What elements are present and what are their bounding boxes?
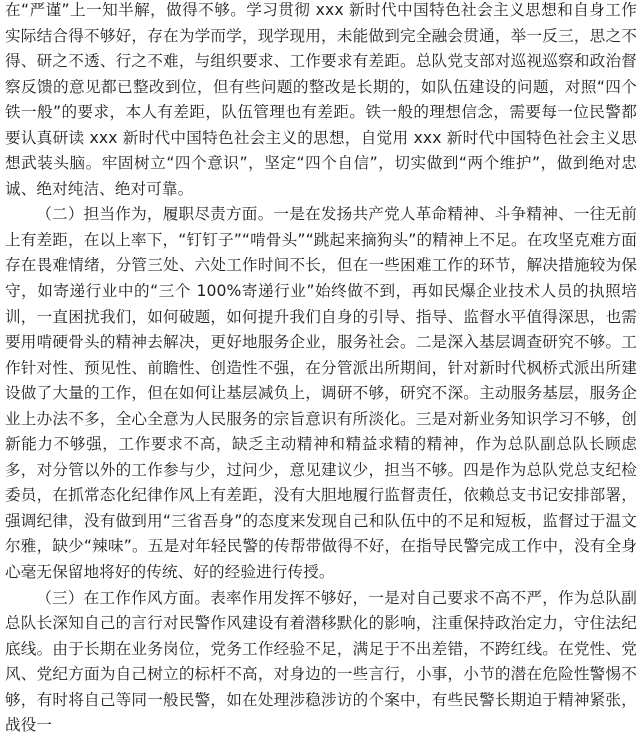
paragraph-work-style: （三）在工作作风方面。表率作用发挥不够好，一是对自己要求不高不严，作为总队副总队长深知自己的言行对民警作风建设有着潜移默化的影响，注重保持政治定力，守住法纪底线。由于长期在业务岗位，党务工作经验不足，满足于不出差错，不跨红线。在党性、党风、党纪方面为自己树立的标杆不高，对身边的一些言行，小事，小节的潜在危险性警惕不够，有时将自己等同一般民警，如在处理涉稳涉访的个案中，有些民警长期迫于精神紧张，战役一 <box>5 588 637 735</box>
paragraph-intro: 在“严谨”上一知半解，做得不够。学习贯彻 xxx 新时代中国特色社会主义思想和自身工作实际结合得不够好，存在为学而学，现学现用，未能做到完全融会贯通，举一反三，思之不得、研之不透、行之不难，与组织要求、工作要求有差距。总队党支部对巡视巡察和政治督察反馈的意见都已整改到位，但有些问题的整改是长期的，如队伍建设的问题，对照“四个铁一般”的要求，本人有差距，队伍管理也有差距。铁一般的理想信念，需要每一位民警都要认真研读 xxx 新时代中国特色社会主义的思想，自觉用 xxx 新时代中国特色社会主义思想武装头脑。牢固树立“四个意识”，坚定“四个自信”，切实做到“两个维护”，做到绝对忠诚、绝对纯洁、绝对可靠。 <box>5 1 637 198</box>
paragraph-responsibility: （二）担当作为，履职尽责方面。一是在发扬共产党人革命精神、斗争精神、一往无前上有差距，在以上率下，“钉钉子”“啃骨头”“跳起来摘狗头”的精神上不足。在攻坚克难方面存在畏难情绪，分管三处、六处工作时间不长，但在一些困难工作的环节，解决措施较为保守，如寄递行业中的“三个 100%寄递行业”始终做不到，再如民爆企业技术人员的执照培训，一直困扰我们，如何破题，如何提升我们自身的引导、指导、监督水平值得深思，也需要用啃硬骨头的精神去解决，更好地服务企业，服务社会。二是深入基层调查研究不够。工作针对性、预见性、前瞻性、创造性不强，在分管派出所期间，针对新时代枫桥式派出所建设做了大量的工作，但在如何让基层减负上，调研不够，研究不深。主动服务基层，服务企业上办法不多，全心全意为人民服务的宗旨意识有所淡化。三是对新业务知识学习不够，创新能力不够强，工作要求不高，缺乏主动精神和精益求精的精神，作为总队副总队长顾虑多，对分管以外的工作参与少，过问少，意见建议少，担当不够。四是作为总队党总支纪检委员，在抓常态化纪律作风上有差距，没有大胆地履行监督责任，依赖总支书记安排部署，强调纪律，没有做到用“三省吾身”的态度来发现自己和队伍中的不足和短板，监督过于温文尔雅，缺少“辣味”。五是对年轻民警的传帮带做得不好，在指导民警完成工作中，没有全身心毫无保留地将好的传统、好的经验进行传授。 <box>5 205 637 582</box>
document-page <box>5 0 637 739</box>
